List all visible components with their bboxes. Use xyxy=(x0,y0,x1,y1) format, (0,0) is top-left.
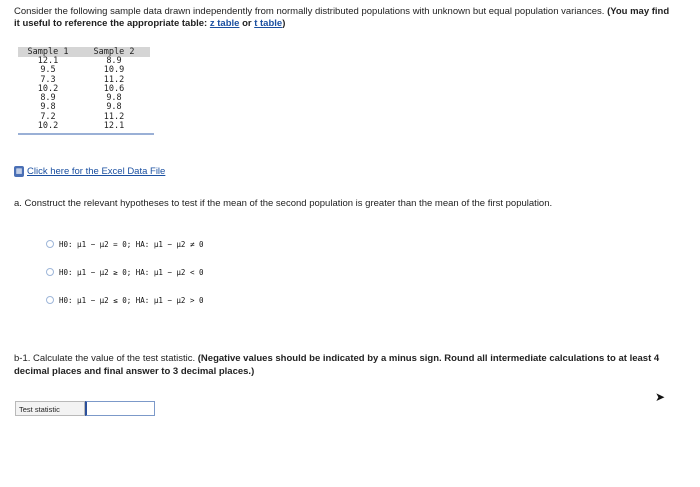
option-label: H0: μ1 − μ2 ≤ 0; HA: μ1 − μ2 > 0 xyxy=(59,295,204,305)
table-cell: 10.2 xyxy=(37,83,59,94)
table-cell: 8.9 xyxy=(40,93,56,104)
hypothesis-option-1[interactable] xyxy=(46,236,204,252)
table-cell: 10.2 xyxy=(37,121,59,132)
table-cell: 12.1 xyxy=(37,56,59,66)
intro-hint: (You may find it useful to reference the appropriate table: z table or t table) xyxy=(14,6,670,29)
table-cell: 10.9 xyxy=(103,65,125,76)
test-statistic-row xyxy=(15,401,155,416)
table-cell: 9.5 xyxy=(40,65,56,76)
table-cell: 11.2 xyxy=(103,111,125,122)
hypothesis-options xyxy=(46,236,204,320)
table-cell: 12.1 xyxy=(103,121,125,132)
test-statistic-input[interactable] xyxy=(85,401,155,416)
option-label: H0: μ1 − μ2 = 0; HA: μ1 − μ2 ≠ 0 xyxy=(59,239,204,249)
table-row xyxy=(18,85,150,94)
intro-close: ) xyxy=(282,18,286,29)
table-row xyxy=(18,122,150,131)
option-label: H0: μ1 − μ2 ≥ 0; HA: μ1 − μ2 < 0 xyxy=(59,267,204,277)
table-cell: 8.9 xyxy=(106,56,122,66)
mouse-cursor-icon: ➤ xyxy=(655,390,666,404)
table-cell: 10.6 xyxy=(103,83,125,94)
sample-data-table xyxy=(18,47,154,135)
hypothesis-option-3[interactable] xyxy=(46,292,204,308)
z-table-link[interactable]: z table xyxy=(209,18,240,29)
excel-link-text[interactable]: Click here for the Excel Data File xyxy=(27,166,166,177)
table-cell: 9.8 xyxy=(106,102,122,113)
table-divider xyxy=(18,133,154,135)
table-cell: 11.2 xyxy=(103,74,125,85)
question-b1 xyxy=(14,352,674,378)
hypothesis-option-2[interactable] xyxy=(46,264,204,280)
table-cell: 9.8 xyxy=(106,93,122,104)
test-statistic-label: Test statistic xyxy=(15,401,85,416)
table-row xyxy=(18,57,150,66)
table-row xyxy=(18,103,150,112)
intro-or: or xyxy=(242,18,252,29)
table-row xyxy=(18,66,150,75)
table-row xyxy=(18,94,150,103)
excel-data-link[interactable] xyxy=(14,166,165,177)
table-cell: 7.2 xyxy=(40,111,56,122)
excel-file-icon: ▦ xyxy=(15,168,23,175)
column-header-sample-1: Sample 1 xyxy=(18,47,78,57)
intro-text: Consider the following sample data drawn independently from normally distributed populations with unknown but equal population variances. xyxy=(14,6,605,17)
column-header-sample-2: Sample 2 xyxy=(78,47,150,57)
problem-intro xyxy=(14,6,674,30)
data-table xyxy=(18,47,150,131)
table-cell: 9.8 xyxy=(40,102,56,113)
radio-button[interactable] xyxy=(46,268,54,276)
question-b1-instructions: (Negative values should be indicated by a minus sign. Round all intermediate calculations to at least 4 decimal places and final answer to 3 decimal places.) xyxy=(14,353,660,377)
table-cell: 7.3 xyxy=(40,74,56,85)
t-table-link[interactable]: t table xyxy=(254,18,283,29)
radio-button[interactable] xyxy=(46,240,54,248)
question-a: a. Construct the relevant hypotheses to test if the mean of the second population is greater than the mean of the first population. xyxy=(14,198,553,209)
question-b1-text: b-1. Calculate the value of the test statistic. xyxy=(14,353,196,364)
radio-button[interactable] xyxy=(46,296,54,304)
